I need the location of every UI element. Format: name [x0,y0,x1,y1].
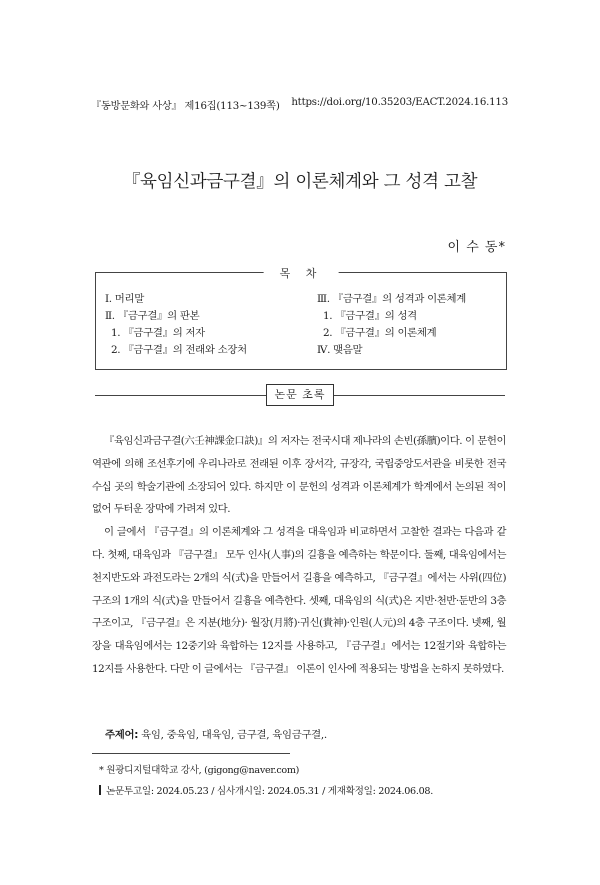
toc-heading: 목 차 [264,265,339,281]
abstract-body [92,430,506,681]
footnote-divider [92,753,290,754]
running-head [91,97,508,112]
journal-citation: 『동방문화와 사상』 제16집(113~139쪽) [91,101,280,112]
keywords-text: 육임, 중육임, 대육임, 금구결, 육임금구결,. [141,729,327,741]
keywords [105,726,327,741]
keywords-label: 주제어: [105,729,139,741]
abstract-header [95,384,505,406]
toc-item: Ⅲ. 『금구결』의 성격과 이론체계 [317,293,467,305]
toc-item: Ⅳ. 맺음말 [317,344,363,356]
abstract-paragraph: 이 글에서 『금구결』의 이론체계와 그 성격을 대육임과 비교하면서 고찰한 결과는 다음과 같다. 첫째, 대육임과 『금구결』 모두 인사(人事)의 길흉을 예측하는 학문이다. 둘째, 대육임에서는 천지반도와 과전도라는 2개의 식(式)을 만들어서 길흉을 예측하고, 『금구결』에서는 사위(四位) 구조의 1개의 식(式)을 만들어서 길흉을 예측한다. 셋째, 대육임의 식(式)은 지반·천반·둔반의 3층 구조이고, 『금구결』은 지분(地分)· 월장(月將)·귀신(貴神)·인원(人元)의 4층 구조이다. 넷째, 월장을 대육임에서는 12중기와 육합하는 12지를 사용하고, 『금구결』에서는 12절기와 육합하는 12지를 사용한다. 다만 이 글에서는 『금구결』 이론이 인사에 적용되는 방법을 논하지 못하였다. [92,526,506,675]
toc-item: 1. 『금구결』의 성격 [323,310,417,322]
toc-item: Ⅱ. 『금구결』의 판본 [105,310,200,322]
author-name: 이 수 동* [447,240,506,255]
doi-link[interactable]: https://doi.org/10.35203/EACT.2024.16.113 [291,97,508,108]
toc-right-column [317,291,466,359]
toc-item: Ⅰ. 머리말 [105,293,145,305]
abstract-paragraph: 『육임신과금구결(六壬神課金口訣)』의 저자는 전국시대 제나라의 손빈(孫臏)이다. 이 문헌이 역관에 의해 조선후기에 우리나라로 전래된 이후 장서각, 규장각, 국립중앙도서관을 비롯한 전국 수십 곳의 학술기관에 소장되어 있다. 하지만 이 문헌의 성격과 이론체계가 학계에서 논의된 적이 없어 두터운 장막에 가려져 있다. [92,435,506,516]
paper-title: 『육임신과금구결』의 이론체계와 그 성격 고찰 [122,172,478,192]
table-of-contents [95,267,507,370]
toc-item: 1. 『금구결』의 저자 [111,327,205,339]
toc-item: 2. 『금구결』의 전래와 소장처 [111,344,247,356]
submission-dates-footnote [99,783,433,797]
abstract-heading: 논문 초록 [266,384,334,406]
author-affiliation-footnote: * 원광디지털대학교 강사, (gigong@naver.com) [99,765,300,776]
submission-dates-text: 논문투고일: 2024.05.23 / 심사개시일: 2024.05.31 / 게재확정일: 2024.06.08. [106,786,433,797]
toc-left-column [105,291,247,359]
toc-item: 2. 『금구결』의 이론체계 [323,327,437,339]
bar-marker [99,785,101,795]
